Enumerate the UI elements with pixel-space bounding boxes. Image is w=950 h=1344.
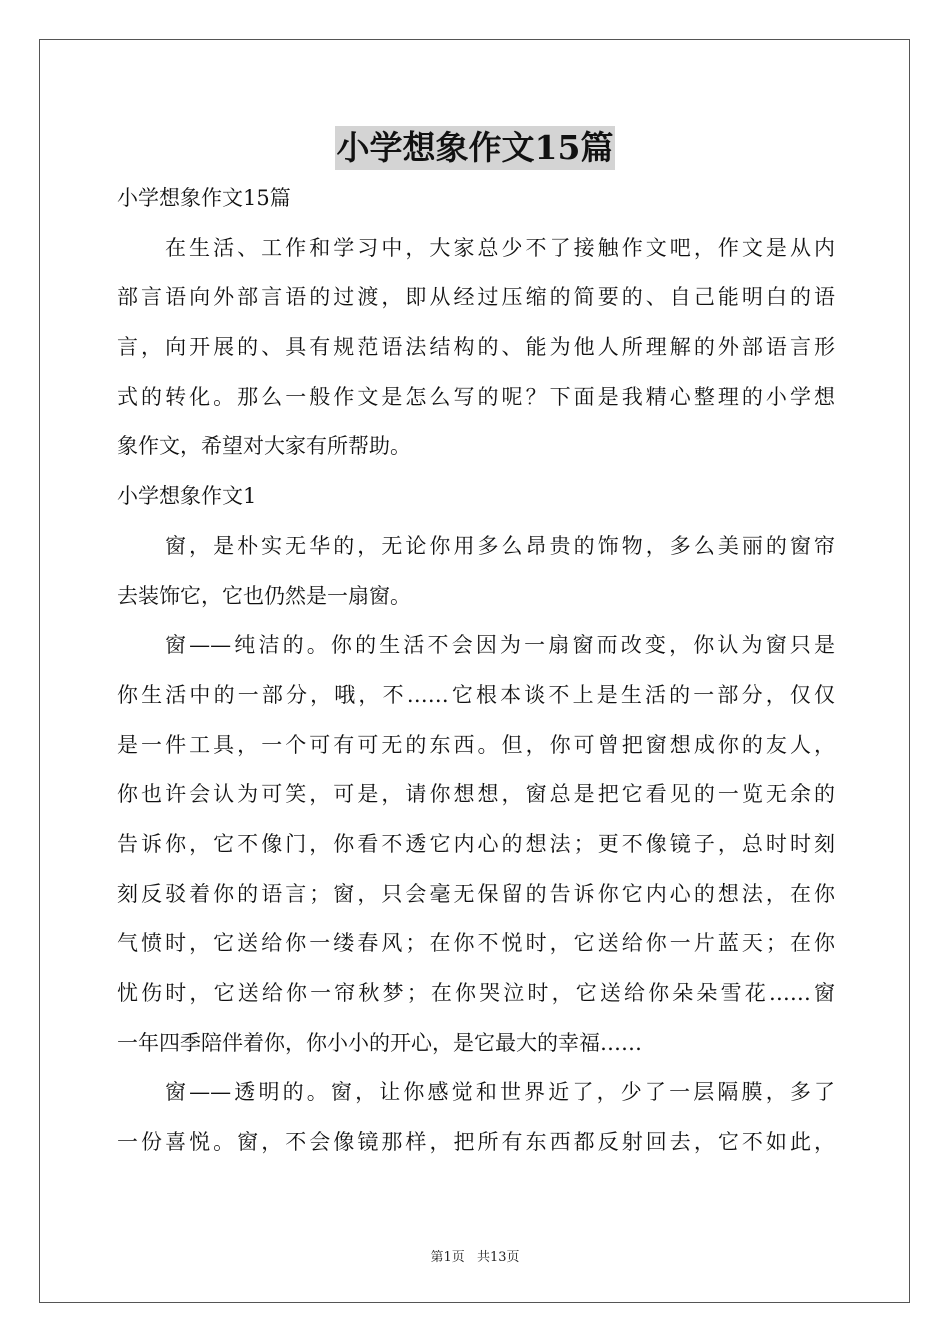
body-line: 窗，是朴实无华的，无论你用多么昂贵的饰物，多么美丽的窗帘 [165, 533, 835, 558]
body-line: 气愤时，它送给你一缕春风；在你不悦时，它送给你一片蓝天；在你 [117, 931, 835, 956]
body-line: 象作文，希望对大家有所帮助。 [117, 434, 411, 459]
body-line: 一份喜悦。窗，不会像镜那样，把所有东西都反射回去，它不如此， [117, 1130, 835, 1155]
body-line: 式的转化。那么一般作文是怎么写的呢？下面是我精心整理的小学想 [117, 384, 835, 409]
page-number-total: 共13页 [476, 1250, 520, 1265]
body-line: 告诉你，它不像门，你看不透它内心的想法；更不像镜子，总时时刻 [117, 831, 835, 856]
section-heading: 小学想象作文1 [117, 484, 257, 509]
body-line: 一年四季陪伴着你，你小小的开心，是它最大的幸福…… [117, 1030, 642, 1055]
body-line: 刻反驳着你的语言；窗，只会毫无保留的告诉你它内心的想法，在你 [117, 881, 835, 906]
document-title: 小学想象作文15篇 [335, 126, 616, 170]
body-line: 在生活、工作和学习中，大家总少不了接触作文吧，作文是从内 [165, 235, 835, 260]
body-line: 你也许会认为可笑，可是，请你想想，窗总是把它看见的一览无余的 [117, 782, 835, 807]
body-line: 窗——透明的。窗，让你感觉和世界近了，少了一层隔膜，多了 [165, 1080, 835, 1105]
body-line: 忧伤时，它送给你一帘秋梦；在你哭泣时，它送给你朵朵雪花……窗 [117, 981, 835, 1005]
body-line: 部言语向外部言语的过渡，即从经过压缩的简要的、自己能明白的语 [117, 285, 835, 310]
body-line: 是一件工具，一个可有可无的东西。但，你可曾把窗想成你的友人， [117, 732, 835, 757]
page-footer [0, 1246, 950, 1265]
body-line: 小学想象作文15篇 [117, 186, 291, 210]
title-container [0, 126, 950, 170]
body-line: 窗——纯洁的。你的生活不会因为一扇窗而改变，你认为窗只是 [165, 633, 835, 658]
body-line: 言，向开展的、具有规范语法结构的、能为他人所理解的外部语言形 [117, 335, 835, 360]
body-line: 你生活中的一部分，哦，不……它根本谈不上是生活的一部分，仅仅 [117, 682, 835, 707]
document-body [117, 174, 835, 1168]
body-line: 去装饰它，它也仍然是一扇窗。 [117, 583, 411, 608]
page-number-current: 第1页 [430, 1250, 465, 1265]
